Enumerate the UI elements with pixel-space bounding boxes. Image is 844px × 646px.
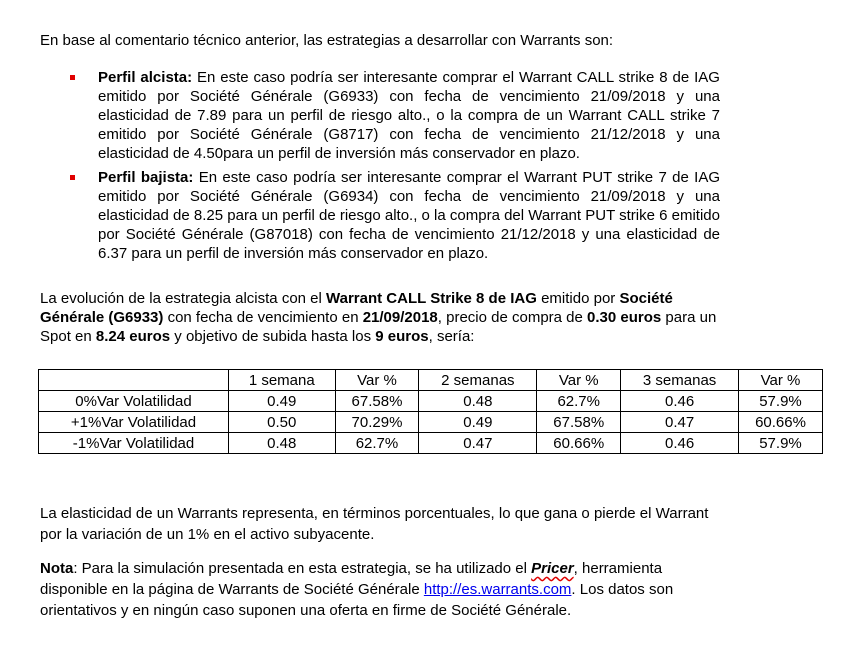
text-run: con fecha de vencimiento en: [163, 309, 363, 326]
red-square-bullet-icon: [70, 75, 75, 80]
table-row: [39, 391, 823, 412]
table-cell: 0.47: [419, 433, 537, 454]
table-cell: -1%Var Volatilidad: [39, 433, 229, 454]
spot-price: 8.24 euros: [95, 328, 171, 345]
table-cell: 62.7%: [335, 433, 419, 454]
table-cell: 0.50: [229, 412, 336, 433]
simulation-table: [38, 369, 823, 454]
elasticity-paragraph: La elasticidad de un Warrants representa, en términos porcentuales, lo que gana o pierde el Warrant por la variación de un 1% en el activo subyacente.: [40, 505, 709, 543]
note-paragraph: [40, 558, 720, 621]
expiry-date: 21/09/2018: [362, 309, 438, 326]
table-cell: 0.49: [229, 391, 336, 412]
strategy-bearish: [68, 168, 720, 263]
table-cell: 0%Var Volatilidad: [39, 391, 229, 412]
text-run: La evolución de la estrategia alcista con el: [40, 290, 327, 307]
table-header-cell: 3 semanas: [621, 370, 739, 391]
table-cell: 0.47: [621, 412, 739, 433]
table-cell: 0.46: [621, 391, 739, 412]
table-header-row: [39, 370, 823, 391]
strategy-title: Perfil bajista:: [98, 169, 194, 186]
table-cell: 60.66%: [739, 412, 823, 433]
table-header-cell: [39, 370, 229, 391]
text-run: , precio de compra de: [437, 309, 588, 326]
strategy-text: En este caso podría ser interesante comprar el Warrant PUT strike 7 de IAG emitido por Société Générale (G6934) con fecha de vencimiento 21/09/2018 y una elasticidad de 8.25 para un perfil de riesgo alto., o la compra del Warrant PUT strike 6 emitido por Société Générale (G87018) con fecha de vencimiento 21/12/2018 y una elasticidad de 6.37 para un perfil de inversión más conservador en plazo.: [98, 169, 720, 262]
evolution-paragraph: [40, 289, 730, 346]
strategy-title: Perfil alcista:: [98, 69, 193, 86]
strategy-bullish: [68, 68, 720, 163]
note-label: Nota: [40, 560, 74, 577]
table-cell: 0.48: [419, 391, 537, 412]
table-cell: +1%Var Volatilidad: [39, 412, 229, 433]
warrants-link[interactable]: http://es.warrants.com: [423, 581, 572, 598]
table-row: [39, 412, 823, 433]
table-cell: 60.66%: [537, 433, 621, 454]
intro-paragraph: En base al comentario técnico anterior, las estrategias a desarrollar con Warrants son:: [40, 32, 614, 49]
table-header-cell: Var %: [537, 370, 621, 391]
text-run: : Para la simulación presentada en esta estrategia, se ha utilizado el: [73, 560, 532, 577]
table-cell: 57.9%: [739, 433, 823, 454]
table-cell: 67.58%: [537, 412, 621, 433]
pricer-term: Pricer: [531, 560, 574, 577]
table-cell: 0.46: [621, 433, 739, 454]
issuer-name: Société Générale (G6933): [40, 290, 673, 326]
table-header-cell: Var %: [739, 370, 823, 391]
text-run: , sería:: [428, 328, 475, 345]
table-cell: 0.48: [229, 433, 336, 454]
table-cell: 67.58%: [335, 391, 419, 412]
target-price: 9 euros: [375, 328, 429, 345]
table-header-cell: Var %: [335, 370, 419, 391]
text-run: y objetivo de subida hasta los: [170, 328, 376, 345]
purchase-price: 0.30 euros: [587, 309, 662, 326]
table-cell: 57.9%: [739, 391, 823, 412]
red-square-bullet-icon: [70, 175, 75, 180]
table-row: [39, 433, 823, 454]
table-cell: 70.29%: [335, 412, 419, 433]
strategy-list: [68, 68, 720, 268]
warrant-name: Warrant CALL Strike 8 de IAG: [326, 290, 537, 307]
table-header-cell: 2 semanas: [419, 370, 537, 391]
table-cell: 62.7%: [537, 391, 621, 412]
table-cell: 0.49: [419, 412, 537, 433]
text-run: . Los datos son orientativos y en ningún caso suponen una oferta en firme de Société Générale.: [40, 581, 674, 619]
table-header-cell: 1 semana: [229, 370, 336, 391]
strategy-text: En este caso podría ser interesante comprar el Warrant CALL strike 8 de IAG emitido por Société Générale (G6933) con fecha de vencimiento 21/09/2018 y una elasticidad de 7.89 para un perfil de riesgo alto., o la compra de un Warrant CALL strike 7 emitido por Société Générale (G8717) con fecha de vencimiento 21/12/2018 y una elasticidad de 4.50para un perfil de inversión más conservador en plazo.: [98, 69, 720, 162]
text-run: para un Spot en: [40, 309, 717, 345]
text-run: emitido por: [536, 290, 620, 307]
text-run: , herramienta disponible en la página de Warrants de Société Générale: [40, 560, 663, 598]
